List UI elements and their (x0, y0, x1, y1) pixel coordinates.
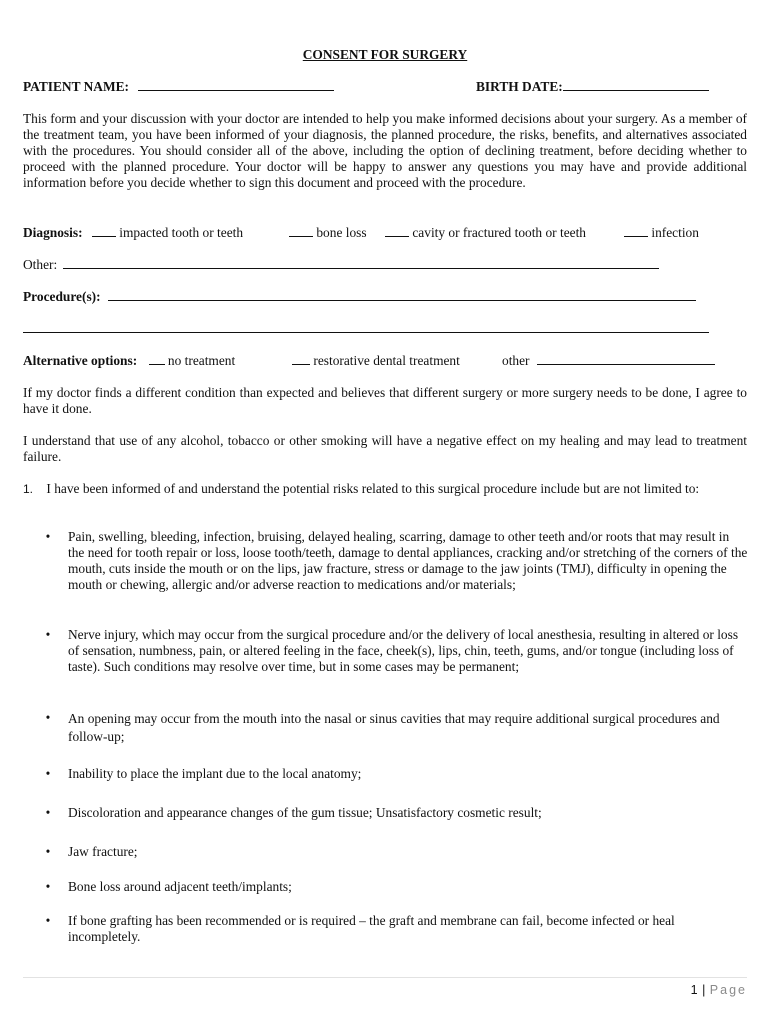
different-condition-paragraph: If my doctor finds a different condition than expected and believes that different surgery or more surgery needs to be done, I agree to have it done. (23, 385, 747, 416)
item-1 (23, 481, 747, 497)
other-row (23, 257, 659, 273)
item-1-number: 1. (23, 482, 34, 496)
risk-item: Jaw fracture; (68, 844, 138, 859)
alternatives-row-2 (292, 353, 460, 369)
other-label: Other: (23, 257, 58, 272)
page-label: Page (709, 983, 747, 997)
alternative-option-no-treatment: no treatment (167, 353, 236, 368)
diagnosis-check-cavity[interactable] (385, 225, 409, 237)
patient-name-field[interactable] (138, 79, 334, 91)
risk-item: Nerve injury, which may occur from the surgical procedure and/or the delivery of local anesthesia, resulting in altered or loss of sensation, numbness, pain, or altered feeling in the face, cheek(s), lips, chin, teeth, gums, and/or tongue (including loss of taste). Such conditions may resolve over time, but in some cases may be permanent; (68, 627, 739, 674)
procedure-label: Procedure(s): (23, 289, 101, 304)
alternative-other-label: other (502, 353, 530, 368)
risk-item: Discoloration and appearance changes of the gum tissue; Unsatisfactory cosmetic result; (68, 805, 542, 820)
risk-item: Pain, swelling, bleeding, infection, bruising, delayed healing, scarring, damage to other teeth and/or roots that may result in the need for tooth repair or loss, loose tooth/teeth, damage to dental appliances, cracking and/or stretching of the corners of the mouth, cuts inside the mouth or on the lips, jaw fracture, stress or damage to the jaw joints (TMJ), difficulty in opening the mouth or chewing, allergic and/or adverse reaction to medications and/or materials; (68, 529, 748, 592)
alternatives-row-3 (502, 353, 715, 369)
alternative-other-field[interactable] (537, 353, 715, 365)
footer-divider (23, 977, 747, 978)
risk-item: Inability to place the implant due to the local anatomy; (68, 766, 362, 781)
bullet-icon: • (45, 805, 51, 820)
diagnosis-label: Diagnosis: (23, 225, 83, 240)
procedure-row-2 (23, 321, 709, 337)
diagnosis-option-cavity: cavity or fractured tooth or teeth (412, 225, 586, 240)
diagnosis-option-infection: infection (651, 225, 699, 240)
birth-date-row (476, 79, 709, 95)
page-footer (691, 982, 747, 998)
item-1-text: I have been informed of and understand the potential risks related to this surgical procedure include but are not limited to: (46, 481, 700, 496)
risk-item: If bone grafting has been recommended or is required – the graft and membrane can fail, become infected or heal incompletely. (68, 913, 675, 944)
alternative-check-no-treatment[interactable] (149, 353, 165, 365)
diagnosis-check-impacted[interactable] (92, 225, 116, 237)
other-field[interactable] (63, 257, 659, 269)
diagnosis-check-bone-loss[interactable] (289, 225, 313, 237)
diagnosis-check-infection[interactable] (624, 225, 648, 237)
bullet-icon: • (45, 879, 51, 894)
risk-item: An opening may occur from the mouth into the nasal or sinus cavities that may require additional surgical procedures and follow-up; (68, 711, 720, 744)
alternative-option-restorative: restorative dental treatment (313, 353, 460, 368)
procedure-row (23, 289, 696, 305)
patient-name-label: PATIENT NAME: (23, 79, 130, 94)
alcohol-paragraph: I understand that use of any alcohol, tobacco or other smoking will have a negative effect on my healing and may lead to treatment failure. (23, 433, 747, 464)
bullet-icon: • (45, 529, 51, 544)
diagnosis-option-bone-loss: bone loss (316, 225, 367, 240)
alternative-check-restorative[interactable] (292, 353, 310, 365)
bullet-icon: • (45, 627, 51, 642)
page-number: 1 (690, 983, 699, 997)
birth-date-field[interactable] (563, 79, 709, 91)
birth-date-label: BIRTH DATE: (476, 79, 563, 94)
diagnosis-row (23, 225, 243, 241)
bullet-icon: • (45, 766, 51, 781)
diagnosis-row-4 (624, 225, 699, 241)
diagnosis-row-2 (289, 225, 367, 241)
alternatives-row (23, 353, 235, 369)
risk-item: Bone loss around adjacent teeth/implants; (68, 879, 292, 894)
diagnosis-option-impacted: impacted tooth or teeth (119, 225, 244, 240)
bullet-icon: • (45, 844, 51, 859)
patient-name-row (23, 79, 334, 95)
alternatives-label: Alternative options: (23, 353, 138, 368)
intro-paragraph: This form and your discussion with your doctor are intended to help you make informed decisions about your surgery. As a member of the treatment team, you have been informed of your diagnosis, the planned procedure, the risks, benefits, and alternatives associated with the procedures. You should consider all of the above, including the option of declining treatment, before deciding whether to proceed with the planned procedure. Your doctor will be happy to answer any questions you may have and provide additional information before you decide whether to sign this document and proceed with the procedure. (23, 111, 747, 190)
page-separator: | (702, 983, 706, 997)
form-title: CONSENT FOR SURGERY (302, 47, 468, 62)
diagnosis-row-3 (385, 225, 586, 241)
procedure-field[interactable] (108, 289, 696, 301)
bullet-icon: • (45, 710, 51, 725)
procedure-field-line-2[interactable] (23, 321, 709, 333)
bullet-icon: • (45, 913, 51, 928)
